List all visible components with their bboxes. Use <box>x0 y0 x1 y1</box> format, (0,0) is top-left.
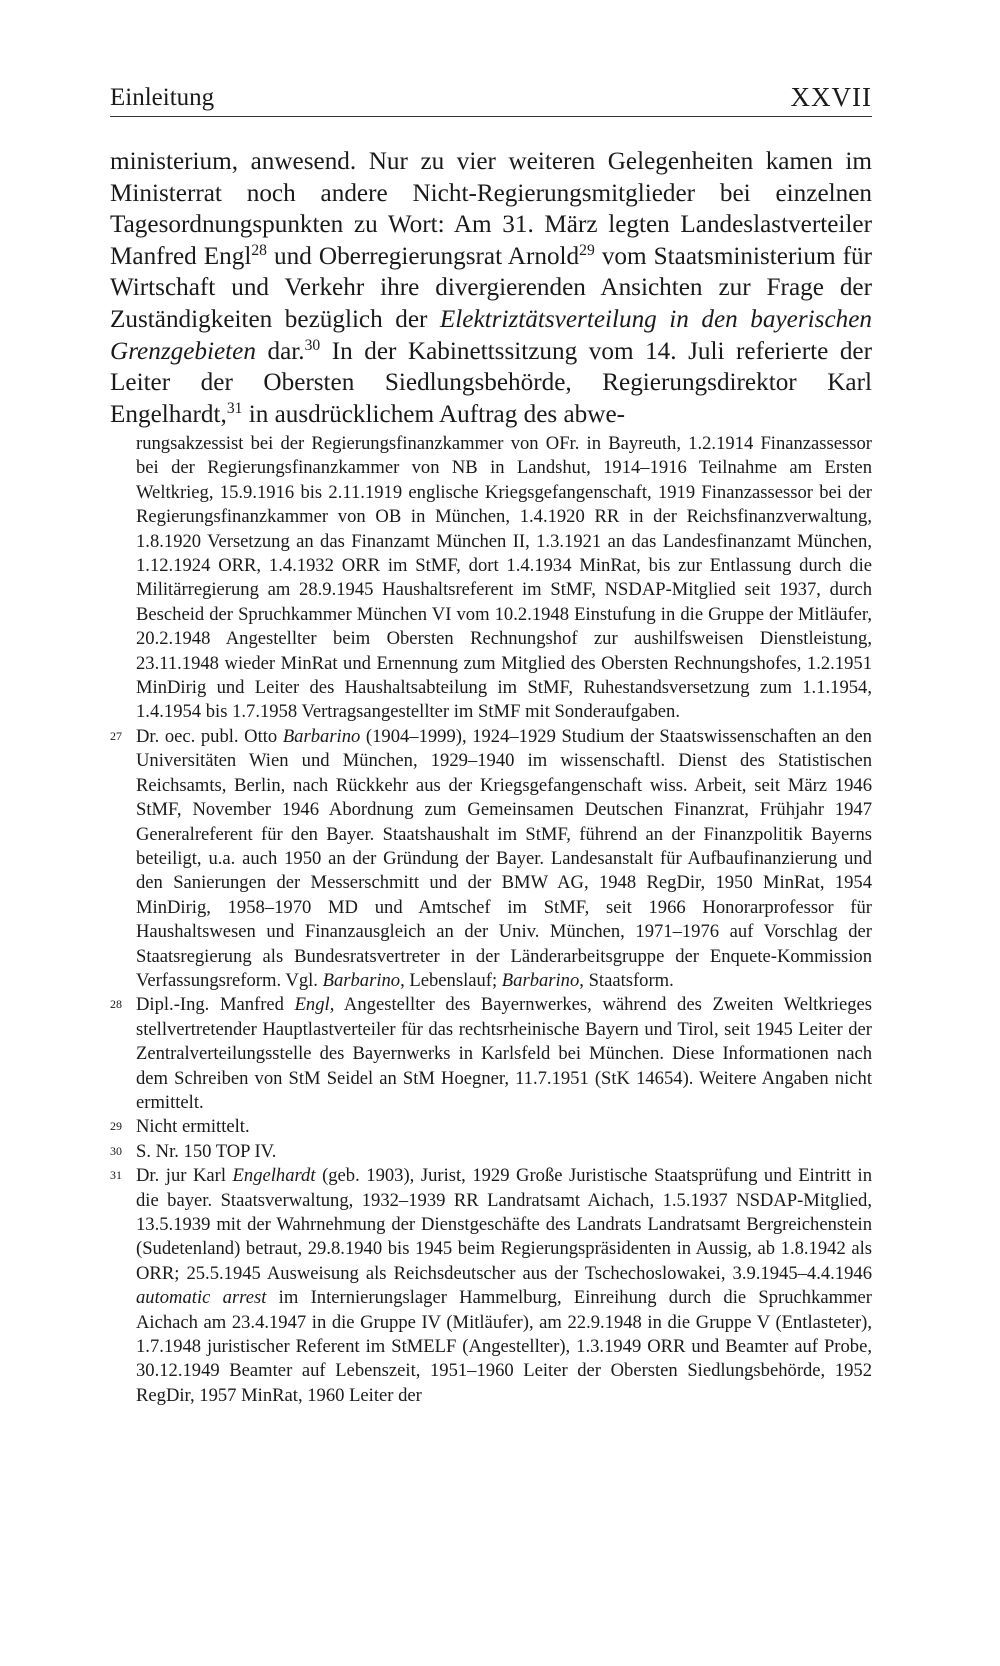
main-text-part-4: dar. <box>255 337 305 365</box>
person-name: Barbarino <box>282 725 361 747</box>
footnote-text: , Staatsform. <box>579 969 674 991</box>
footnote-number: 31 <box>110 1168 122 1183</box>
footnote-text: Nicht ermittelt. <box>136 1116 250 1138</box>
person-name: Engelhardt <box>232 1165 316 1187</box>
main-text <box>110 146 872 430</box>
footnote-text: Dr. oec. publ. Otto <box>136 725 283 747</box>
footnote-ref-28: 28 <box>251 242 267 260</box>
main-text-part-1: ministerium, anwesend. Nur zu vier weiteren Gelegenheiten kamen im Ministerrat noch andere Nicht-Regierungsmitglieder bei einzelnen Tagesordnungspunkten zu Wort: Am 31. März legten Landeslastverteiler Manfred Engl <box>110 148 872 270</box>
footnote-27 <box>110 725 872 993</box>
section-title: Einleitung <box>110 84 215 111</box>
footnote-ref-31: 31 <box>226 400 243 418</box>
main-text-part-6: in ausdrücklichem Auftrag des abwe- <box>242 400 626 428</box>
main-text-part-2: und Oberregierungsrat Arnold <box>266 242 580 270</box>
footnote-28 <box>110 993 872 1115</box>
reference-author: Barbarino <box>322 969 401 991</box>
main-paragraph <box>110 146 872 430</box>
footnote-29 <box>110 1115 872 1139</box>
footnote-text: , Lebenslauf; <box>400 969 502 991</box>
footnote-31 <box>110 1164 872 1408</box>
main-text-part-3: vom Staatsministerium für Wirtschaft und Verkehr ihre divergierenden Ansichten zur Frage der Zuständigkeiten bezüglich der <box>110 242 872 333</box>
main-text-italic-title: Elektriztätsverteilung in den bayerischen Grenzgebieten <box>110 305 872 365</box>
footnote-text: Dr. jur Karl <box>136 1165 233 1187</box>
running-header <box>110 82 872 117</box>
footnote-number: 30 <box>110 1143 122 1158</box>
footnotes <box>110 432 872 1408</box>
footnote-26-continuation: rungsakzessist bei der Regierungsfinanzkammer von OFr. in Bayreuth, 1.2.1914 Finanzassessor bei der Regierungsfinanzkammer von NB in Landshut, 1914–1916 Teilnahme am Ersten Weltkrieg, 15.9.1916 bis 2.11.1919 englische Kriegsgefangenschaft, 1919 Finanzassessor bei der Regierungsfinanzkammer von OB in München, 1.4.1920 RR in der Reichsfinanzverwaltung, 1.8.1920 Versetzung an das Finanzamt München II, 1.3.1921 an das Landesfinanzamt München, 1.12.1924 ORR, 1.4.1932 ORR im StMF, dort 1.4.1934 MinRat, bis zur Entlassung durch die Militärregierung am 28.9.1945 Haushaltsreferent im StMF, NSDAP-Mitglied seit 1937, durch Bescheid der Spruchkammer München VI vom 10.2.1948 Einstufung in die Gruppe der Mitläufer, 20.2.1948 Angestellter beim Obersten Rechnungshof zur aushilfsweisen Dienstleistung, 23.11.1948 wieder MinRat und Ernennung zum Mitglied des Obersten Rechnungshofes, 1.2.1951 MinDirig und Leiter des Haushaltsabteilung im StMF, Ruhestandsversetzung zum 1.1.1954, 1.4.1954 bis 1.7.1958 Vertragsangestellter im StMF mit Sonderaufgaben. <box>136 433 872 723</box>
footnote-text: S. Nr. 150 TOP IV. <box>136 1140 277 1162</box>
page-number: XXVII <box>790 82 872 112</box>
person-name: Engl <box>294 994 330 1016</box>
footnote-number: 27 <box>110 728 122 743</box>
footnote-text: (1904–1999), 1924–1929 Studium der Staatswissenschaften an den Universitäten Wien und München, 1929–1940 im wissenschaftl. Dienst des Statistischen Reichsamts, Berlin, nach Rückkehr aus der Kriegsgefangenschaft wiss. Arbeit, seit März 1946 StMF, November 1946 Abordnung zum Gemeinsamen Deutschen Finanzrat, Frühjahr 1947 Generalreferent für den Bayer. Staatshaushalt im StMF, führend an der Finanzpolitik Bayerns beteiligt, u.a. auch 1950 an der Gründung der Bayer. Landesanstalt für Aufbaufinanzierung und den Sanierungen der Messerschmitt und der BMW AG, 1948 RegDir, 1950 MinRat, 1954 MinDirig, 1958–1970 MD und Amtschef im StMF, seit 1966 Honorarprofessor für Haushaltswesen und Finanzausgleich an der Univ. München, 1971–1976 auf Vorschlag der Staatsregierung als Bundesratsvertreter in der Länderarbeitsgruppe der Enquete-Kommission Verfassungsreform. Vgl. <box>136 725 872 991</box>
footnote-30 <box>110 1140 872 1164</box>
main-text-part-5: In der Kabinettssitzung vom 14. Juli referierte der Leiter der Obersten Siedlungsbehörde, Regierungsdirektor Karl Engelhardt, <box>110 337 872 428</box>
italic-term: automatic arrest <box>136 1287 267 1309</box>
footnote-text: Dipl.-Ing. Manfred <box>136 994 295 1016</box>
footnote-number: 28 <box>110 997 122 1012</box>
footnote-text: , Angestellter des Bayernwerkes, während des Zweiten Weltkrieges stellvertretender Hauptlastverteiler für das rechtsrheinische Bayern und Tirol, seit 1945 Leiter der Zentralverteilungsstelle des Bayernwerks in Karlsfeld bei München. Diese Informationen nach dem Schreiben von StM Seidel an StM Hoegner, 11.7.1951 (StK 14654). Weitere Angaben nicht ermittelt. <box>136 994 872 1113</box>
reference-author: Barbarino <box>501 969 580 991</box>
footnote-ref-29: 29 <box>579 242 595 260</box>
footnote-text: (geb. 1903), Jurist, 1929 Große Juristische Staatsprüfung und Eintritt in die bayer. Staatsverwaltung, 1932–1939 RR Landratsamt Aichach, 1.5.1937 NSDAP-Mitglied, 13.5.1939 mit der Wahrnehmung der Dienstgeschäfte des Landrats Landratsamt Bergreichenstein (Sudetenland) betraut, 29.8.1940 bis 1945 beim Regierungspräsidenten in Aussig, ab 1.8.1942 als ORR; 25.5.1945 Ausweisung als Reichsdeutscher aus der Tschechoslowakei, 3.9.1945–4.4.1946 <box>136 1165 872 1284</box>
footnote-number: 29 <box>110 1119 122 1134</box>
footnote-text: im Internierungslager Hammelburg, Einreihung durch die Spruchkammer Aichach am 23.4.1947 in die Gruppe IV (Mitläufer), am 22.9.1948 in die Gruppe V (Entlasteter), 1.7.1948 juristischer Referent im StMELF (Angestellter), 1.3.1949 ORR und Beamter auf Probe, 30.12.1949 Beamter auf Lebenszeit, 1951–1960 Leiter der Obersten Siedlungsbehörde, 1952 RegDir, 1957 MinRat, 1960 Leiter der <box>136 1287 872 1406</box>
footnote-ref-30: 30 <box>304 336 321 354</box>
